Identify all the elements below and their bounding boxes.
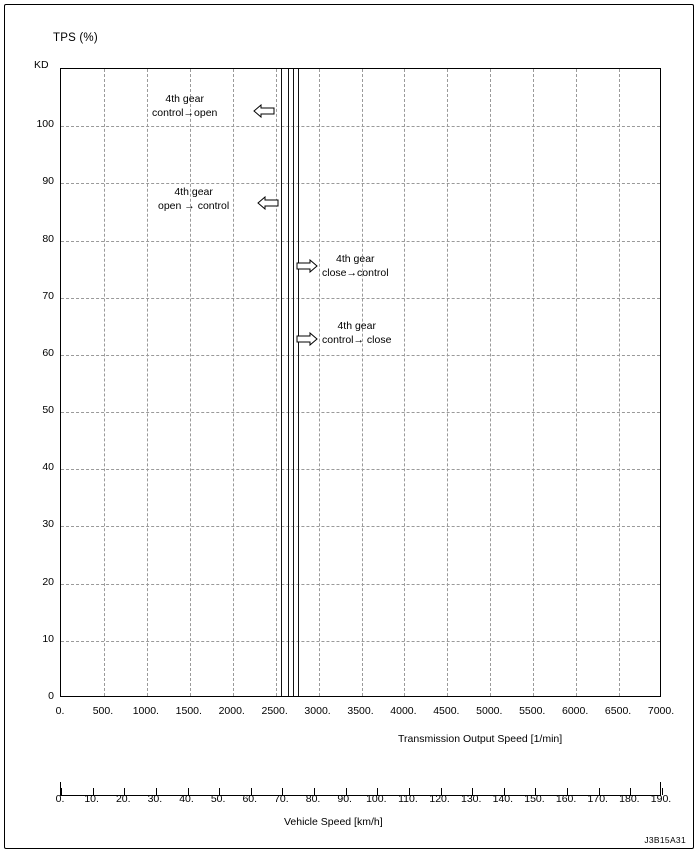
shift-line (293, 69, 294, 696)
gridline-horizontal (61, 412, 660, 413)
gridline-horizontal (61, 126, 660, 127)
vehicle-speed-tick-label: 30. (147, 793, 163, 805)
arrow-left-icon-2 (257, 196, 279, 210)
gridline-vertical (147, 69, 148, 696)
annotation-3 (322, 252, 389, 280)
y-tick-label: 80 (42, 232, 54, 245)
y-axis-title: TPS (%) (53, 32, 98, 44)
x-tick-label: 3000. (304, 705, 331, 717)
annotation-4-line2: control→ close (322, 334, 392, 346)
x-tick-label: 4500. (433, 705, 460, 717)
gridline-vertical (233, 69, 234, 696)
gridline-vertical (104, 69, 105, 696)
y-tick-label: 100 (36, 118, 54, 131)
gridline-horizontal (61, 241, 660, 242)
vehicle-speed-tick-label: 170. (587, 793, 608, 805)
y-tick-label: 30 (42, 518, 54, 531)
x-tick-label: 3500. (347, 705, 374, 717)
plot-area (60, 68, 661, 697)
vehicle-speed-tick-label: 90. (337, 793, 352, 805)
vehicle-speed-tick-label: 50. (210, 793, 226, 805)
vehicle-speed-tick-label: 150. (524, 793, 545, 805)
secondary-axis-title: Vehicle Speed [km/h] (284, 816, 383, 828)
x-tick-label: 5000. (476, 705, 503, 717)
x-tick-label: 6500. (604, 705, 632, 717)
vehicle-speed-tick-label: 180. (619, 793, 640, 805)
vehicle-speed-tick-label: 10. (84, 793, 99, 805)
gridline-horizontal (61, 526, 660, 527)
gridline-horizontal (61, 641, 660, 642)
gridline-horizontal (61, 355, 660, 356)
y-tick-label: 90 (42, 175, 54, 188)
shift-line (298, 69, 299, 696)
annotation-1-line2: control→open (152, 107, 218, 119)
gridline-vertical (362, 69, 363, 696)
vehicle-speed-tick-label: 80. (305, 793, 321, 805)
annotation-2-line2: open → control (158, 200, 230, 212)
figure-code: J3B15A31 (644, 835, 686, 845)
gridline-vertical (619, 69, 620, 696)
arrow-right-icon-1 (296, 259, 318, 273)
annotation-2 (158, 185, 229, 213)
x-tick-label: 2500. (261, 705, 288, 717)
vehicle-speed-tick-label: 120. (429, 793, 450, 805)
x-tick-label: 4000. (390, 705, 417, 717)
vehicle-speed-tick-label: 0. (55, 793, 65, 805)
arrow-right-icon-2 (296, 332, 318, 346)
vehicle-speed-tick-label: 100. (366, 793, 387, 805)
x-tick-label: 6000. (562, 705, 589, 717)
gridline-horizontal (61, 584, 660, 585)
x-axis-title: Transmission Output Speed [1/min] (398, 733, 563, 745)
y-tick-label: 70 (42, 289, 54, 302)
gridline-vertical (533, 69, 534, 696)
x-tick-label: 7000. (647, 705, 675, 717)
vehicle-speed-tick-label: 190. (650, 793, 672, 805)
x-tick-label: 2000. (218, 705, 245, 717)
y-tick-kd: KD (34, 59, 49, 71)
x-tick-label: 1000. (132, 705, 159, 717)
x-tick-label: 0. (55, 705, 65, 717)
gridline-horizontal (61, 469, 660, 470)
y-tick-label: 20 (42, 575, 54, 588)
annotation-1 (152, 92, 217, 120)
gridline-vertical (319, 69, 320, 696)
gridline-vertical (276, 69, 277, 696)
annotation-4-line1: 4th gear (337, 320, 376, 332)
y-tick-label: 60 (42, 346, 54, 359)
annotation-4 (322, 319, 391, 347)
y-tick-label: 50 (42, 404, 54, 417)
x-tick-label: 500. (92, 705, 114, 717)
gridline-horizontal (61, 183, 660, 184)
annotation-3-line1: 4th gear (336, 253, 375, 265)
vehicle-speed-tick-label: 110. (398, 793, 418, 805)
x-tick-label: 5500. (519, 705, 546, 717)
y-tick-label: 10 (42, 632, 54, 645)
shift-line (288, 69, 289, 696)
annotation-1-line1: 4th gear (165, 93, 204, 105)
gridline-vertical (447, 69, 448, 696)
annotation-3-line2: close→control (322, 267, 389, 279)
vehicle-speed-tick-label: 130. (460, 793, 482, 805)
gridline-vertical (404, 69, 405, 696)
annotation-2-line1: 4th gear (174, 186, 213, 198)
vehicle-speed-tick-label: 20. (115, 793, 131, 805)
gridline-horizontal (61, 298, 660, 299)
gridline-vertical (190, 69, 191, 696)
y-tick-label: 40 (42, 461, 54, 474)
vehicle-speed-tick-label: 70. (274, 793, 289, 805)
vehicle-speed-tick-label: 60. (242, 793, 258, 805)
gridline-vertical (576, 69, 577, 696)
gridline-vertical (490, 69, 491, 696)
vehicle-speed-tick-label: 40. (179, 793, 194, 805)
vehicle-speed-tick-label: 140. (492, 793, 514, 805)
shift-line (281, 69, 282, 696)
x-tick-label: 1500. (175, 705, 202, 717)
vehicle-speed-tick-label: 160. (555, 793, 577, 805)
arrow-left-icon-1 (253, 104, 275, 118)
y-tick-label: 0 (48, 690, 54, 702)
